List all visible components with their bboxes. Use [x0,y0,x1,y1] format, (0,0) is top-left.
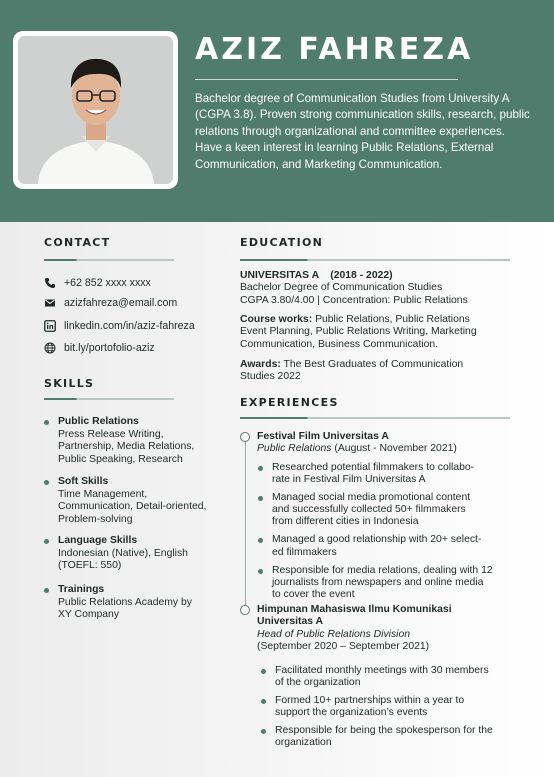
course-works-text: Communication, Business Communication. [240,338,439,350]
skill-title: Trainings [58,584,105,595]
bullet-line: from different cities in Indonesia [272,516,419,528]
skill-desc-line: Problem-solving [58,513,133,525]
skills-heading: SKILLS [44,377,95,390]
bullet-dot [261,669,266,674]
course-works [240,314,520,351]
awards [240,359,520,384]
skill-item [44,535,234,573]
experience-header [257,604,527,654]
timeline-marker [240,605,250,615]
skill-desc-line: Public Speaking, Research [58,453,183,465]
bullet-dot [44,588,49,593]
contact-website-text: bit.ly/portofolio-aziz [64,342,155,354]
list-item [259,725,521,749]
skill-title: Language Skills [58,535,138,546]
skill-title: Public Relations [58,416,139,427]
timeline-line [245,437,246,615]
skills-divider [44,398,174,400]
awards-text: Studies 2022 [240,371,301,383]
role-period: (August - November 2021) [331,443,457,455]
contact-email[interactable] [44,297,177,309]
bullet-dot [261,729,266,734]
bullet-line: Managed a good relationship with 20+ select- [272,534,482,546]
list-item [256,462,518,486]
bullet-dot [44,420,49,425]
school-name: UNIVERSITAS A (2018 - 2022) [240,270,393,281]
role-title: Public Relations [257,443,332,455]
skill-title: Soft Skills [58,476,109,487]
skill-item [44,416,234,466]
course-works-label: Course works: [240,314,313,325]
bullet-line: journalists from newspapers and online media [272,576,484,588]
bullet-dot [258,569,263,574]
experience-bullets [259,665,521,756]
skill-desc-line: Time Management, [58,488,148,500]
bullet-dot [261,699,266,704]
bullet-dot [44,480,49,485]
bullet-line: Facilitated monthly meetings with 30 members [275,665,489,676]
profile-summary: Bachelor degree of Communication Studies from University A (CGPA 3.8). Proven strong communication skills, research, public relations through organizational and committee experiences. Have a keen interest in learning Public Relations, External Communication, and Marketing Communication. [195,92,530,171]
bullet-dot [44,539,49,544]
contact-website[interactable] [44,342,155,354]
list-item [259,695,521,719]
contact-phone-text: +62 852 xxxx xxxx [64,277,151,289]
skill-desc-line: Indonesian (Native), English [58,547,188,559]
education-heading: EDUCATION [240,236,324,249]
organization-name: Himpunan Mahasiswa Ilmu Komunikasi [257,604,452,615]
skill-desc-line: (TOEFL: 550) [58,560,122,572]
role-title: Head of Public Relations Division [257,628,411,640]
contact-phone[interactable] [44,277,151,289]
list-item [256,565,518,601]
bullet-line: ed filmmakers [272,546,337,558]
bullet-line: Researched potential filmmakers to collabo- [272,462,475,473]
skill-desc-line: Press Release Writing, [58,428,164,440]
skill-desc-line: Public Relations Academy by [58,596,192,608]
profile-photo [18,36,173,184]
experiences-divider [240,417,510,419]
bullet-line: Responsible for being the spokesperson for the [275,725,493,737]
bullet-line: rate in Festival Film Universitas A [272,474,426,486]
person-portrait-icon [18,36,173,184]
organization-name: Universitas A [257,616,324,628]
candidate-name: AZIZ FAHREZA [195,32,474,67]
contact-email-text: azizfahreza@email.com [64,297,178,309]
bullet-line: and successfully collected 50+ filmmakers [272,504,466,516]
awards-text: The Best Graduates of Communication [280,359,464,370]
bullet-line: Formed 10+ partnerships within a year to [275,695,465,707]
list-item [256,492,518,528]
skill-desc-line: XY Company [58,609,120,621]
course-works-text: Event Planning, Public Relations Writing, Marketing [240,326,477,338]
awards-label: Awards: [240,359,281,370]
course-works-text: Public Relations, Public Relations [312,314,470,325]
experience-header [257,431,527,456]
name-divider [195,79,458,80]
contact-linkedin-text: linkedin.com/in/aziz-fahreza [64,320,195,332]
phone-icon [44,277,56,289]
contact-heading: CONTACT [44,236,111,249]
education-entry [240,270,520,307]
bullet-line: Managed social media promotional content [272,492,471,504]
email-icon [44,297,56,309]
cgpa: CGPA 3.80/4.00 | Concentration: Public Relations [240,294,468,306]
bullet-line: Responsible for media relations, dealing with 12 [272,564,493,576]
bullet-line: to cover the event [272,588,355,600]
degree: Bachelor Degree of Communication Studies [240,282,443,294]
education-divider [240,259,510,261]
contact-linkedin[interactable] [44,320,195,332]
header-band [0,0,554,222]
list-item [256,534,518,558]
bullet-line: support the organization’s events [275,707,428,719]
skill-desc-line: Communication, Detail-oriented, [58,501,207,513]
experience-bullets [256,462,518,607]
bullet-line: of the organization [275,677,361,689]
skill-item [44,476,234,526]
skill-item [44,584,234,622]
bullet-dot [258,466,263,471]
skill-desc-line: Partnership, Media Relations, [58,441,195,453]
contact-divider [44,259,174,261]
experiences-heading: EXPERIENCES [240,396,339,409]
role-period: (September 2020 – September 2021) [257,641,430,653]
organization-name: Festival Film Universitas A [257,431,389,442]
globe-icon [44,342,56,354]
timeline-marker [240,432,250,442]
bullet-dot [258,496,263,501]
linkedin-icon [44,320,56,332]
bullet-dot [258,538,263,543]
list-item [259,665,521,689]
profile-photo-frame [13,31,178,189]
bullet-line: organization [275,737,332,749]
